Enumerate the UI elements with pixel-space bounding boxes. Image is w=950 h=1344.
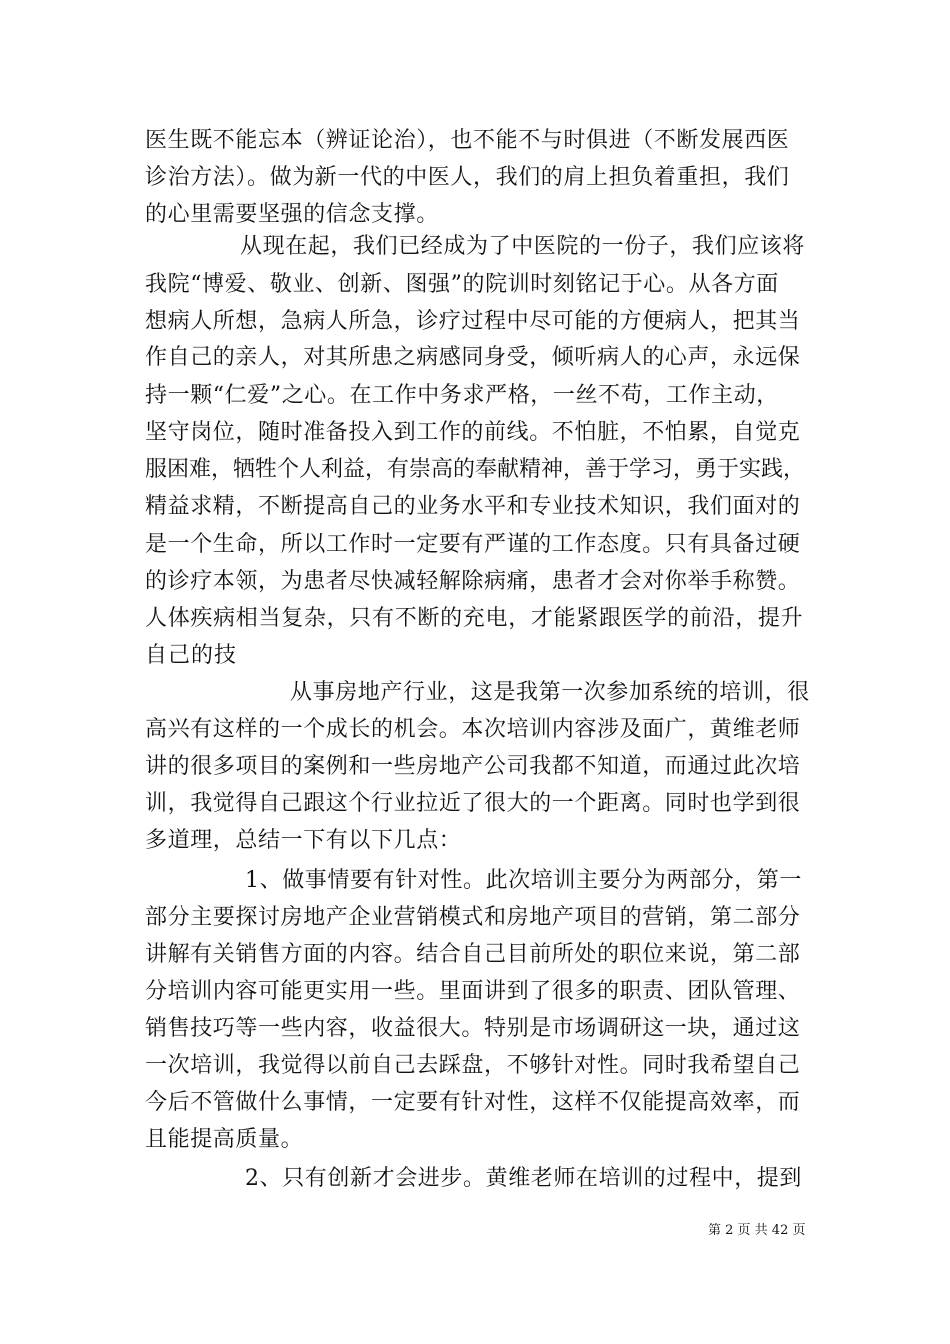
text-line: 自己的技 xyxy=(145,643,238,668)
text-line: 高兴有这样的一个成长的机会。本次培训内容涉及面广，黄维老师 xyxy=(145,717,801,742)
text-line: 今后不管做什么事情，一定要有针对性，这样不仅能提高效率，而 xyxy=(145,1090,801,1115)
text-line: 且能提高质量。 xyxy=(145,1127,304,1152)
text-line: 服困难，牺牲个人利益，有崇高的奉献精神，善于学习，勇于实践， xyxy=(145,457,806,482)
paragraph-start-line: 从事房地产行业，这是我第一次参加系统的培训，很 xyxy=(290,680,810,705)
paragraph-start-line: 1、做事情要有针对性。此次培训主要分为两部分，第一 xyxy=(245,868,802,893)
text-line: 销售技巧等一些内容，收益很大。特别是市场调研这一块，通过这 xyxy=(145,1016,801,1041)
text-line: 讲的很多项目的案例和一些房地产公司我都不知道，而通过此次培 xyxy=(145,754,801,779)
text-line: 医生既不能忘本（辨证论治），也不能不与时俱进（不断发展西医 xyxy=(145,128,790,153)
text-line: 我院“博爱、敬业、创新、图强”的院训时刻铭记于心。从各方面 xyxy=(145,272,779,297)
text-line: 的心里需要坚强的信念支撑。 xyxy=(145,202,439,227)
text-line: 坚守岗位，随时准备投入到工作的前线。不怕脏，不怕累，自觉克 xyxy=(145,420,801,445)
text-line: 作自己的亲人，对其所患之病感同身受，倾听病人的心声，永远保 xyxy=(145,345,801,370)
text-line: 多道理，总结一下有以下几点： xyxy=(145,828,462,853)
text-line: 部分主要探讨房地产企业营销模式和房地产项目的营销，第二部分 xyxy=(145,905,801,930)
text-line: 诊治方法）。做为新一代的中医人，我们的肩上担负着重担，我们 xyxy=(145,165,790,190)
text-line: 想病人所想，急病人所急，诊疗过程中尽可能的方便病人，把其当 xyxy=(145,309,801,334)
text-line: 精益求精，不断提高自己的业务水平和专业技术知识，我们面对的 xyxy=(145,494,801,519)
text-line: 讲解有关销售方面的内容。结合自己目前所处的职位来说，第二部 xyxy=(145,942,801,967)
paragraph-start-line: 2、只有创新才会进步。黄维老师在培训的过程中，提到 xyxy=(245,1166,802,1191)
page-number-footer: 第 2 页 共 42 页 xyxy=(708,1223,806,1238)
paragraph-start-line: 从现在起，我们已经成为了中医院的一份子，我们应该将 xyxy=(240,234,806,259)
text-line: 训，我觉得自己跟这个行业拉近了很大的一个距离。同时也学到很 xyxy=(145,791,801,816)
text-line: 是一个生命，所以工作时一定要有严谨的工作态度。只有具备过硬 xyxy=(145,532,801,557)
text-line: 持一颗“仁爱”之心。在工作中务求严格，一丝不苟，工作主动， xyxy=(145,383,779,408)
text-line: 人体疾病相当复杂，只有不断的充电，才能紧跟医学的前沿，提升 xyxy=(145,606,804,631)
text-line: 的诊疗本领，为患者尽快减轻解除病痛，患者才会对你举手称赞。 xyxy=(145,569,801,594)
text-line: 一次培训，我觉得以前自己去踩盘，不够针对性。同时我希望自己 xyxy=(145,1053,801,1078)
text-line: 分培训内容可能更实用一些。里面讲到了很多的职责、团队管理、 xyxy=(145,979,801,1004)
